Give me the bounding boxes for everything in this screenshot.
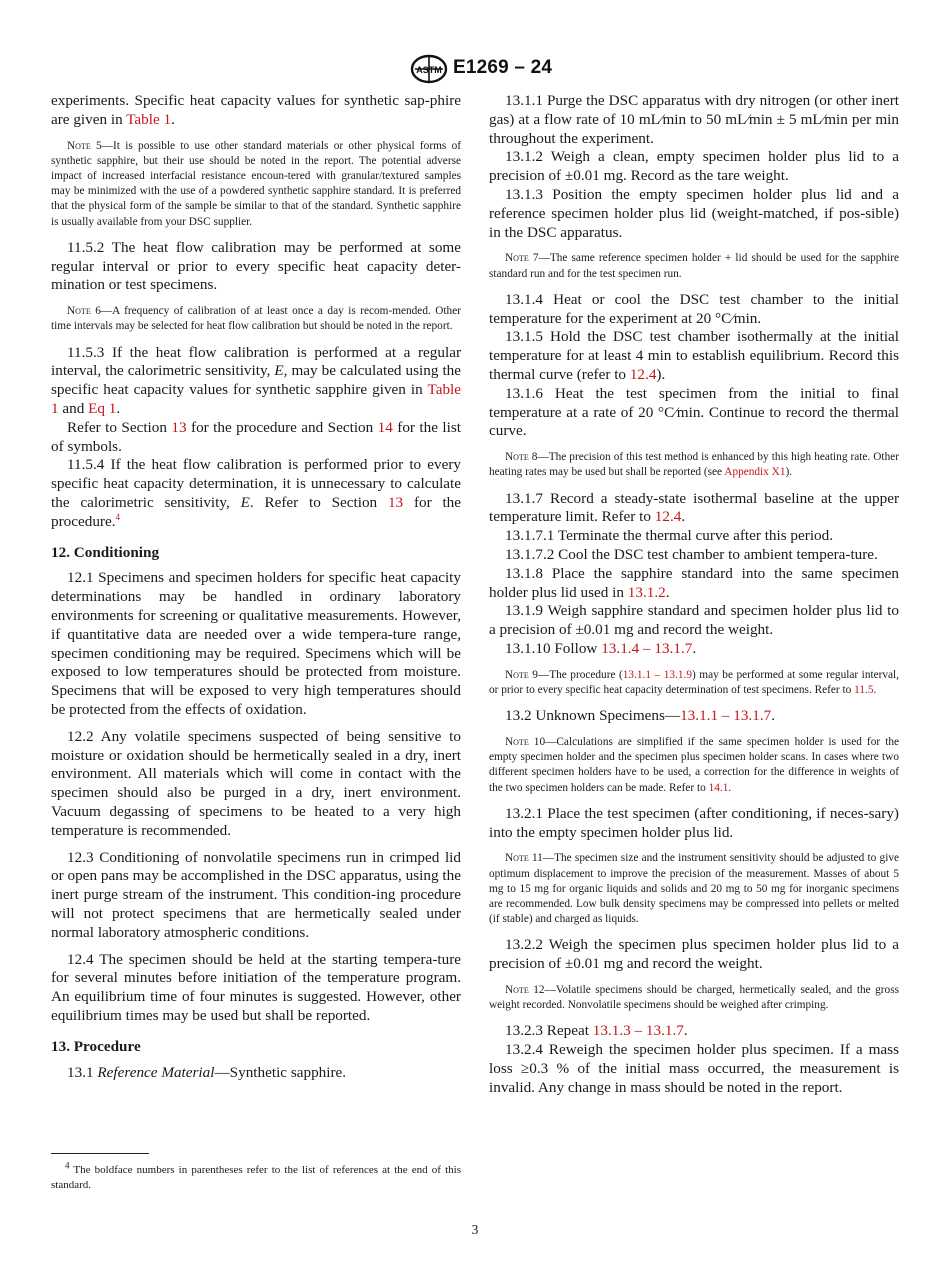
appendix-x1-link[interactable]: Appendix X1	[724, 466, 786, 479]
paragraph-13-1-7-1: 13.1.7.1 Terminate the thermal curve after this period.	[505, 527, 834, 545]
note-9: Note 9—The procedure (13.1.1 – 13.1.9) may be performed at some regular interval, or prior to every specific heat capacity determination of test specimens. Refer to 11.5.	[489, 668, 900, 696]
ref-12-4-link[interactable]: 12.4	[654, 508, 682, 526]
paragraph-11-5-3: 11.5.3 If the heat flow calibration is performed at a regular interval, the calorimetric sensitivity, E, may be calculated using the specific heat capacity values for synthetic sapphire given in Table 1 and Eq 1.	[51, 343, 462, 417]
footnote-4-ref[interactable]: 4	[115, 511, 121, 522]
astm-logo-icon	[409, 54, 449, 84]
svg-text:ASTM: ASTM	[416, 65, 442, 75]
ref-13-1-1-to-13-1-7-link[interactable]: 13.1.1 – 13.1.7	[680, 707, 772, 725]
paragraph-13-1-10: 13.1.10 Follow 13.1.4 – 13.1.7.	[505, 639, 697, 657]
note-10: Note 10—Calculations are simplified if the same specimen holder is used for the empty specimen holder and the specimen plus specimen holder scans. In cases where two different specimen holders have to be used, a correction for the difference in weights of the two specimen holders can be made. Refer to 14.1.	[489, 735, 899, 794]
paragraph-13-1-2: 13.1.2 Weigh a clean, empty specimen holder plus lid to a precision of ±0.01 mg. Record as the tare weight.	[489, 148, 899, 185]
paragraph-12-3: 12.3 Conditioning of nonvolatile specimens run in crimped lid or open pans may be accomplished in the DSC apparatus, using the inert purge stream of the instrument. This condition-ing procedure will not protect specimens that are hermetically sealed under normal laboratory atmospheric conditions.	[51, 848, 461, 941]
paragraph-13-1: 13.1 Reference Material—Synthetic sapphire.	[67, 1063, 347, 1081]
ref-11-5-link[interactable]: 11.5	[854, 683, 874, 696]
paragraph-13-1-9: 13.1.9 Weigh sapphire standard and specimen holder plus lid to a precision of ±0.01 mg and record the weight.	[489, 602, 899, 639]
ref-13-1-2-link[interactable]: 13.1.2	[627, 583, 666, 601]
section-13-link[interactable]: 13	[387, 493, 404, 511]
section-12-heading: 12. Conditioning	[51, 543, 160, 561]
paragraph-13-1-3: 13.1.3 Position the empty specimen holder plus lid and a reference specimen holder plus lid (weight-matched, if pos-sible) in the DSC apparatus.	[489, 185, 899, 241]
paragraph-13-1-4: 13.1.4 Heat or cool the DSC test chamber to the initial temperature for the experiment at 20 °C⁄min.	[489, 290, 899, 327]
note-8: Note 8—The precision of this test method is enhanced by this high heating rate. Other heating rates may be used but shall be reported (see Appendix X1).	[489, 451, 899, 479]
table-1-link[interactable]: Table 1	[126, 110, 172, 128]
section-14-link[interactable]: 14	[377, 418, 393, 436]
paragraph-13-2-4: 13.2.4 Reweigh the specimen holder plus specimen. If a mass loss ≥0.3 % of the initial mass occurred, the measurement is invalid. Any change in mass should be noted in the report.	[489, 1041, 899, 1096]
paragraph-13-2-2: 13.2.2 Weigh the specimen plus specimen holder plus lid to a precision of ±0.01 mg and record the weight.	[489, 936, 899, 973]
left-column	[51, 92, 461, 1082]
paragraph-13-1-8: 13.1.8 Place the sapphire standard into the same specimen holder plus lid used in 13.1.2.	[489, 564, 899, 601]
paragraph-13-1-5: 13.1.5 Hold the DSC test chamber isothermally at the initial temperature for at least 4 min to establish equilibrium. Record this thermal curve (refer to 12.4).	[489, 328, 899, 383]
ref-12-4-link[interactable]: 12.4	[629, 365, 657, 383]
section-13-heading: 13. Procedure	[51, 1037, 141, 1055]
table-1-link[interactable]: Table 1	[51, 381, 461, 417]
ref-14-1-link[interactable]: 14.1	[708, 781, 729, 794]
note-7: Note 7—The same reference specimen holder + lid should be used for the sapphire standard run and for the test specimen run.	[489, 252, 899, 280]
paragraph-13-1-7-2: 13.1.7.2 Cool the DSC test chamber to ambient tempera-ture.	[505, 545, 878, 563]
note-5: Note 5—It is possible to use other standard materials or other physical forms of synthetic sapphire, but their use should be noted in the report. The potential adverse impact of increased interfacial resistance encoun-tered with granular/textured samples may be minimized with the use of a powdered synthetic sapphire standard. It is preferred that the physical form of the sample be similar to that of the standard. Synthetic sapphire is usually available from your DSC supplier.	[51, 139, 461, 228]
paragraph-13-2-1: 13.2.1 Place the test specimen (after conditioning, if neces-sary) into the empty specimen holder plus lid.	[489, 804, 899, 841]
eq-1-link[interactable]: Eq 1	[88, 400, 117, 417]
right-column	[489, 92, 899, 1098]
paragraph-12-4: 12.4 The specimen should be held at the starting tempera-ture for several minutes before initiation of the temperature program. An equilibrium time of four minutes is suggested. However, other equilibrium times may be used but shall be reported.	[51, 950, 461, 1024]
page-header	[0, 54, 950, 84]
ref-13-1-3-to-13-1-7-link[interactable]: 13.1.3 – 13.1.7	[592, 1022, 684, 1040]
note-12: Note 12—Volatile specimens should be charged, hermetically sealed, and the gross weight recorded. Nonvolatile specimens should be weighed after crimping.	[489, 983, 899, 1012]
paragraph-13-1-6: 13.1.6 Heat the test specimen from the initial to final temperature at a rate of 20 °C⁄min. Continue to record the thermal curve.	[489, 384, 899, 440]
page-number: 3	[471, 1222, 479, 1237]
ref-13-1-4-to-13-1-7-link[interactable]: 13.1.4 – 13.1.7	[601, 639, 693, 657]
note-11: Note 11—The specimen size and the instrument sensitivity should be adjusted to give optimum displacement to improve the precision of the measurement. Masses of about 5 mg to 15 mg for organic liquids and solids and 20 mg to 50 mg for inorganic specimens are recommended. Low bulk density specimens may be compressed into pellets or melted (if stable) and charged as liquids.	[489, 852, 899, 926]
paragraph-12-2: 12.2 Any volatile specimens suspected of being sensitive to moisture or oxidation should be hermetically sealed in a dry, inert environment. All materials which will come in contact with the specimen should also be purged in a dry, inert environment. Vacuum degassing of specimens to be heated to a very high temperature is recommended.	[51, 727, 461, 839]
paragraph-sapphire-values: experiments. Specific heat capacity values for synthetic sap-phire are given in Table 1.	[51, 92, 461, 128]
note-6: Note 6—A frequency of calibration of at least once a day is recom-mended. Other time intervals may be selected for heat flow calibration but should be noted in the report.	[51, 305, 461, 333]
section-13-link[interactable]: 13	[171, 418, 187, 436]
paragraph-13-2: 13.2 Unknown Specimens—13.1.1 – 13.1.7.	[505, 707, 775, 725]
paragraph-refer-sections: Refer to Section 13 for the procedure and Section 14 for the list of symbols.	[51, 418, 461, 455]
ref-13-1-1-to-13-1-9-link[interactable]: 13.1.1 – 13.1.9	[622, 668, 692, 681]
footnote-4: $^4$ The boldface numbers in parentheses refer to the list of references at the end of this standard.	[51, 1160, 461, 1191]
paragraph-13-1-1: 13.1.1 Purge the DSC apparatus with dry nitrogen (or other inert gas) at a flow rate of 10 mL⁄min to 50 mL⁄min ± 5 mL⁄min per min throughout the experiment.	[489, 92, 899, 147]
paragraph-13-1-7: 13.1.7 Record a steady-state isothermal baseline at the upper temperature limit. Refer to 12.4.	[489, 489, 899, 526]
paragraph-13-2-3: 13.2.3 Repeat 13.1.3 – 13.1.7.	[505, 1022, 688, 1040]
paragraph-11-5-2: 11.5.2 The heat flow calibration may be performed at some regular interval or prior to every specific heat capacity deter-mination or test specimens.	[51, 238, 461, 294]
paragraph-11-5-4: 11.5.4 If the heat flow calibration is performed prior to every specific heat capacity determination, it is unnecessary to calculate the calorimetric sensitivity, E. Refer to Section 13 for the procedure.$^4$	[51, 456, 462, 530]
standard-designation: E1269 – 24	[453, 57, 553, 78]
paragraph-12-1: 12.1 Specimens and specimen holders for specific heat capacity determinations may be handled in ordinary laboratory environments for screening or qualitative measurements. However, if quantitative data are needed over a wide tempera-ture range, specimen conditioning may be required. Specimens which will be exposed to low temperatures should be protected from moisture. Specimens that will be exposed to very high temperatures should be protected from the effects of oxidation.	[51, 569, 461, 718]
footnote-divider	[51, 1153, 149, 1154]
